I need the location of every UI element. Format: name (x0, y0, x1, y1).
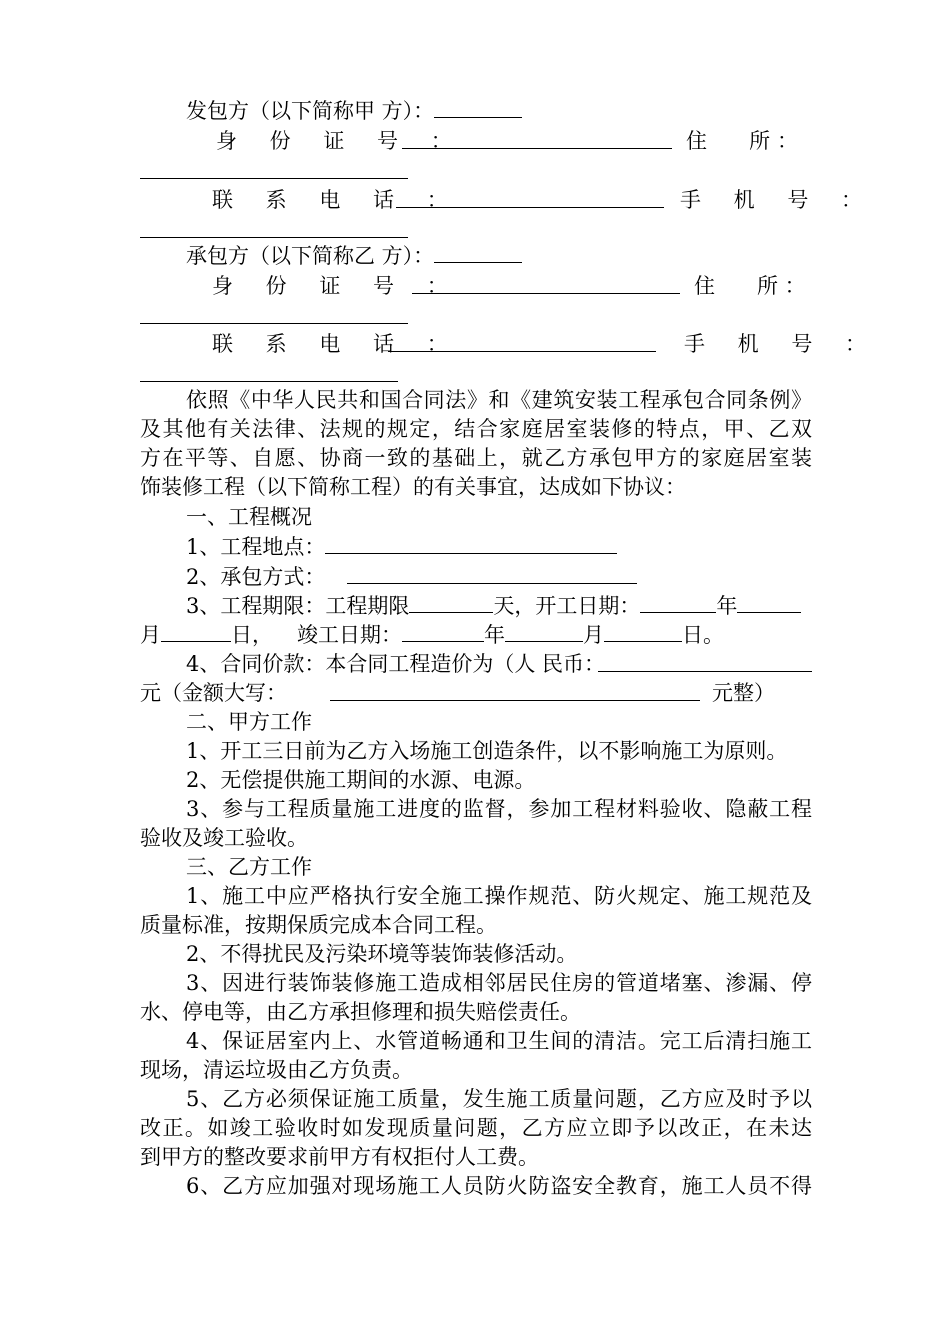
yuan-zheng: 元整） (712, 681, 775, 705)
section2-item: 2、无偿提供施工期间的水源、电源。 (186, 768, 536, 792)
section3-line: 6、乙方应加强对现场施工人员防火防盗安全教育，施工人员不得 (186, 1174, 812, 1198)
party-b-id-label: 身 份 证 号 ： (212, 274, 461, 298)
year-label: 年 (484, 623, 505, 647)
start-year-blank (640, 592, 716, 613)
month-label: 月 (583, 623, 604, 647)
party-b-address-label: 住 所 ： (694, 274, 806, 298)
section1-item3-line2 (140, 621, 724, 650)
party-b-name-blank (434, 242, 522, 263)
section2-item: 3、参与工程质量施工进度的监督，参加工程材料验收、隐蔽工程 (186, 797, 812, 821)
section3-line: 4、保证居室内上、水管道畅通和卫生间的清洁。完工后清扫施工 (186, 1029, 812, 1053)
section3-line: 水、停电等，由乙方承担修理和损失赔偿责任。 (140, 1000, 581, 1024)
party-a-phone-blank (396, 207, 664, 208)
start-date-label: 天，开工日期： (493, 594, 641, 618)
party-b-id-blank (412, 293, 680, 294)
party-a-title-line (186, 97, 522, 126)
section3-heading: 三、乙方工作 (186, 855, 312, 879)
preamble-line: 依照《中华人民共和国合同法》和《建筑安装工程承包合同条例》 (186, 388, 812, 412)
party-a-mobile-label: 手 机 号 ： (680, 188, 876, 212)
day-label: 日。 (682, 623, 724, 647)
item1-label: 1、工程地点： (186, 535, 326, 559)
completion-label: 竣工日期： (297, 623, 402, 647)
section3-line: 2、不得扰民及污染环境等装饰装修活动。 (186, 942, 578, 966)
section1-item4-line2 (140, 679, 287, 708)
party-a-id-label: 身 份 证 号 ： (216, 129, 465, 153)
end-day-blank (604, 621, 682, 642)
party-a-address-label: 住 所 ： (686, 129, 798, 153)
party-a-mobile-blank (140, 237, 408, 238)
party-b-mobile-blank (140, 381, 398, 382)
amount-words-label: 元（金额大写： (140, 681, 287, 705)
contract-method-blank (347, 563, 637, 584)
section3-line: 1、施工中应严格执行安全施工操作规范、防火规定、施工规范及 (186, 884, 812, 908)
party-a-title: 发包方（以下简称甲 方）： (186, 99, 435, 123)
duration-blank (409, 592, 493, 613)
section1-item2 (186, 563, 637, 592)
party-b-title-line (186, 242, 522, 271)
section1-item4-line1 (186, 650, 605, 679)
section3-line: 改正。如竣工验收时如发现质量问题，乙方应立即予以改正，在未达 (140, 1116, 812, 1140)
section2-item: 验收及竣工验收。 (140, 826, 308, 850)
section1-item1 (186, 533, 617, 562)
item4-label: 4、合同价款：本合同工程造价为（人 民币： (186, 652, 606, 676)
party-a-id-blank (402, 148, 672, 149)
start-month-blank (737, 592, 801, 613)
party-b-mobile-label: 手 机 号 ： (684, 332, 880, 356)
item3-label: 3、工程期限：工程期限 (186, 594, 410, 618)
section3-line: 到甲方的整改要求前甲方有权拒付人工费。 (140, 1145, 539, 1169)
section2-item: 1、开工三日前为乙方入场施工创造条件，以不影响施工为原则。 (186, 739, 788, 763)
section3-line: 现场，清运垃圾由乙方负责。 (140, 1058, 413, 1082)
section1-item3-line1 (186, 592, 801, 621)
section3-line: 3、因进行装饰装修施工造成相邻居民住房的管道堵塞、渗漏、停 (186, 971, 812, 995)
item2-label: 2、承包方式： (186, 565, 326, 589)
price-blank (598, 671, 812, 672)
party-b-title: 承包方（以下简称乙 方）： (186, 244, 435, 268)
preamble-line: 饰装修工程（以下简称工程）的有关事宜，达成如下协议： (140, 475, 686, 499)
month-label: 月 (140, 623, 161, 647)
section2-heading: 二、甲方工作 (186, 710, 312, 734)
end-month-blank (505, 621, 583, 642)
party-a-address-blank (140, 178, 408, 179)
party-b-address-blank (140, 323, 408, 324)
preamble-line: 及其他有关法律、法规的规定，结合家庭居室装修的特点，甲、乙双 (140, 417, 812, 441)
day-label: 日， (231, 623, 273, 647)
preamble-line: 方在平等、自愿、协商一致的基础上，就乙方承包甲方的家庭居室装 (140, 446, 812, 470)
section3-line: 5、乙方必须保证施工质量，发生施工质量问题，乙方应及时予以 (186, 1087, 812, 1111)
section1-heading: 一、工程概况 (186, 505, 312, 529)
amount-words-blank (330, 700, 700, 701)
party-a-name-blank (434, 97, 522, 118)
section3-line: 质量标准，按期保质完成本合同工程。 (140, 913, 497, 937)
year-label: 年 (716, 594, 738, 618)
end-year-blank (402, 621, 484, 642)
party-b-phone-label: 联 系 电 话 ： (212, 332, 461, 356)
start-day-blank (161, 621, 231, 642)
party-a-phone-label: 联 系 电 话 ： (212, 188, 461, 212)
location-blank (325, 533, 617, 554)
party-b-phone-blank (388, 351, 656, 352)
